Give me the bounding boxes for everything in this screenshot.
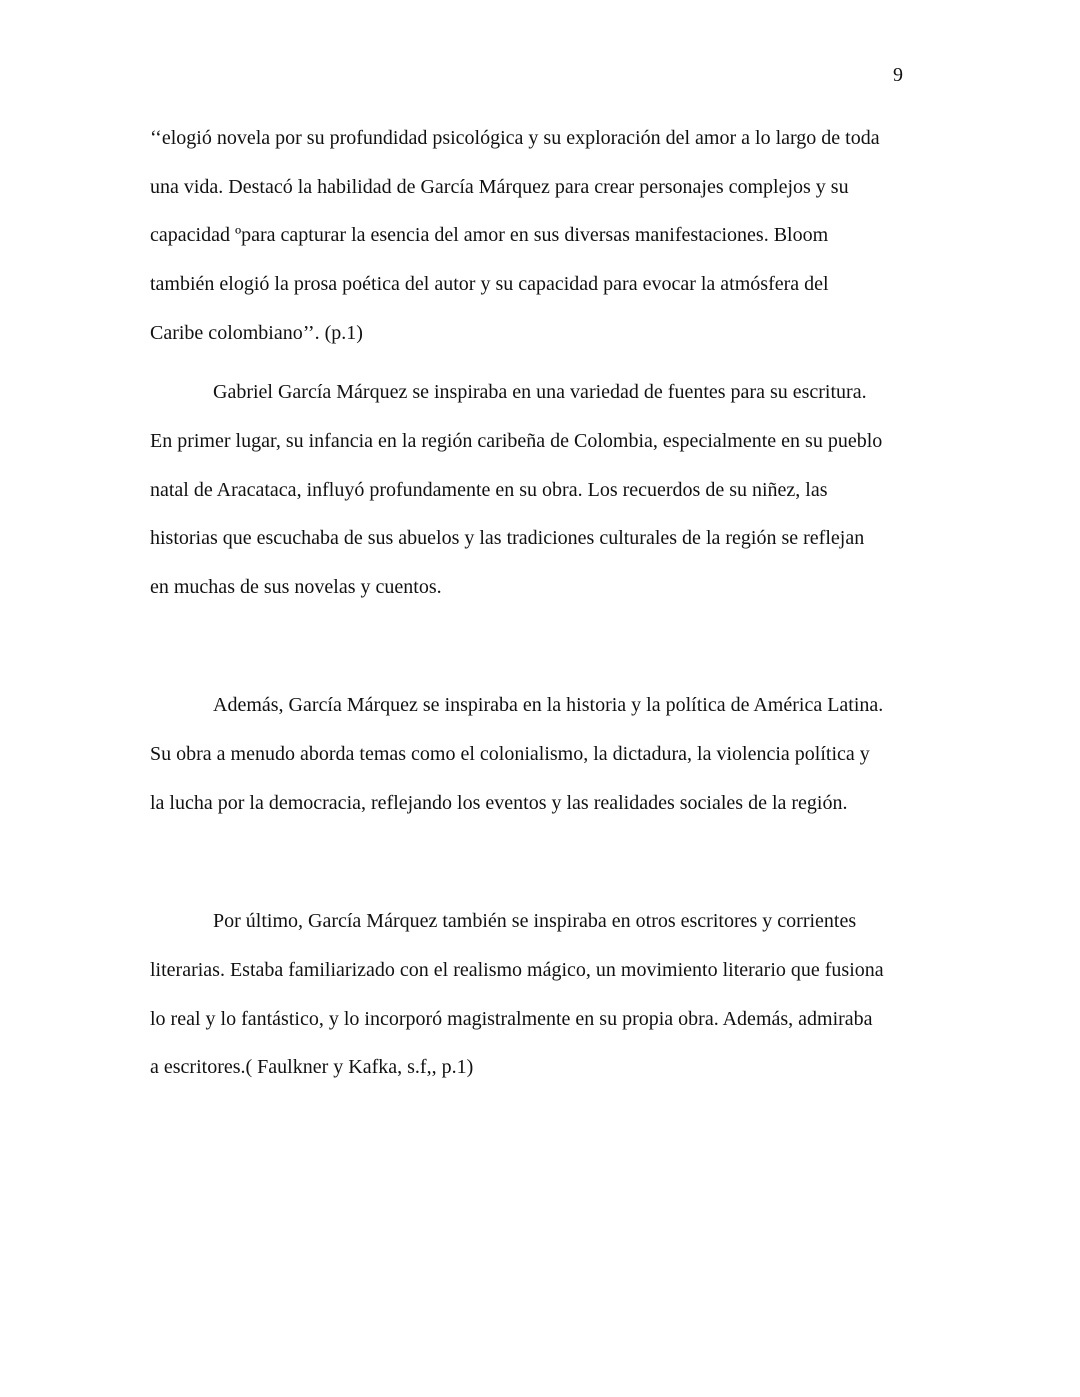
paragraph-line: Gabriel García Márquez se inspiraba en una variedad de fuentes para su escritura. xyxy=(213,381,867,403)
paragraph-line: literarias. Estaba familiarizado con el realismo mágico, un movimiento literario que fusiona xyxy=(150,959,884,981)
page-number: 9 xyxy=(893,64,903,86)
quote-line: una vida. Destacó la habilidad de García Márquez para crear personajes complejos y su xyxy=(150,176,849,198)
paragraph-line: En primer lugar, su infancia en la región caribeña de Colombia, especialmente en su pueblo xyxy=(150,430,883,452)
quote-line: Caribe colombiano’’. (p.1) xyxy=(150,322,363,344)
quote-line: también elogió la prosa poética del autor y su capacidad para evocar la atmósfera del xyxy=(150,273,829,295)
paragraph-line: Además, García Márquez se inspiraba en la historia y la política de América Latina. xyxy=(213,694,884,716)
quote-line: ‘‘elogió novela por su profundidad psicológica y su exploración del amor a lo largo de toda xyxy=(150,127,880,149)
paragraph-line: a escritores.( Faulkner y Kafka, s.f,, p.1) xyxy=(150,1056,474,1078)
paragraph-line: lo real y lo fantástico, y lo incorporó magistralmente en su propia obra. Además, admiraba xyxy=(150,1008,873,1030)
paragraph-line: en muchas de sus novelas y cuentos. xyxy=(150,576,442,598)
quote-line: capacidad ºpara capturar la esencia del amor en sus diversas manifestaciones. Bloom xyxy=(150,224,829,246)
paragraph-line: Por último, García Márquez también se inspiraba en otros escritores y corrientes xyxy=(213,910,857,932)
paragraph-line: la lucha por la democracia, reflejando los eventos y las realidades sociales de la región. xyxy=(150,792,848,814)
paragraph-line: historias que escuchaba de sus abuelos y las tradiciones culturales de la región se reflejan xyxy=(150,527,865,549)
paragraph-line: natal de Aracataca, influyó profundamente en su obra. Los recuerdos de su niñez, las xyxy=(150,479,828,501)
paragraph-line: Su obra a menudo aborda temas como el colonialismo, la dictadura, la violencia política y xyxy=(150,743,870,765)
